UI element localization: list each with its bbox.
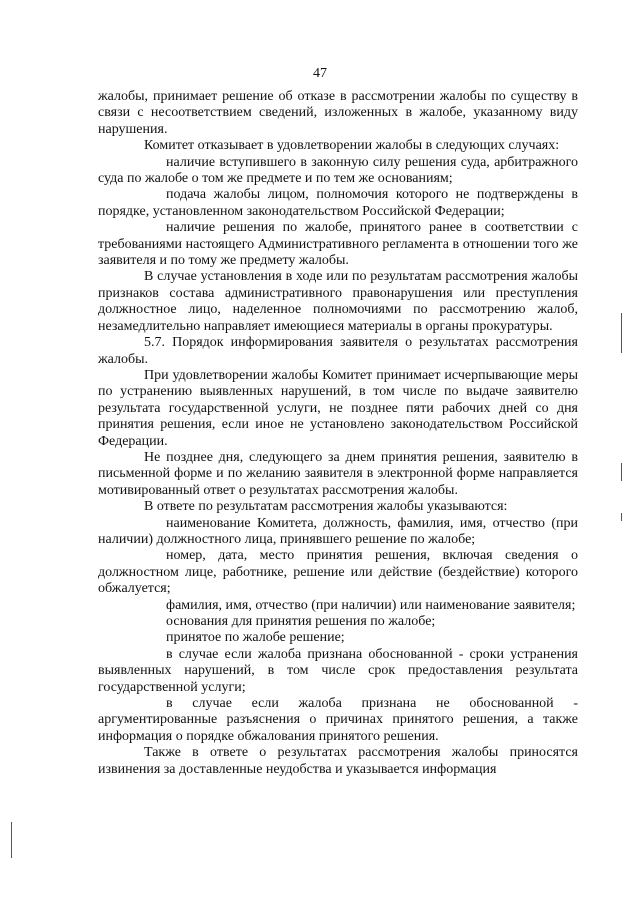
list-item: номер, дата, место принятия решения, включая сведения о должностном лице, работнике, решение или действие (бездействие) которого обжалуется; xyxy=(98,548,578,597)
scan-mark xyxy=(11,822,12,858)
paragraph: Также в ответе о результатах рассмотрения жалобы приносятся извинения за доставленные неудобства и указывается информация xyxy=(98,745,578,777)
paragraph: В ответе по результатам рассмотрения жалобы указываются: xyxy=(144,499,508,515)
list-item: в случае если жалоба признана не обоснованной - аргументированные разъяснения о причинах принятого решения, а также информация о порядке обжалования принятого решения. xyxy=(98,696,578,744)
list-item: фамилия, имя, отчество (при наличии) или наименование заявителя; xyxy=(166,597,576,613)
paragraph: наличие вступившего в законную силу решения суда, арбитражного суда по жалобе о том же предмете и по тем же основаниям; xyxy=(98,154,578,187)
paragraph: жалобы, принимает решение об отказе в рассмотрении жалобы по существу в связи с несоответствием сведений, изложенных в жалобе, указанному виду нарушения. xyxy=(98,89,578,137)
list-item: основания для принятия решения по жалобе; xyxy=(166,614,436,629)
paragraph: Комитет отказывает в удовлетворении жалобы в следующих случаях: xyxy=(144,138,560,154)
body-text xyxy=(98,89,578,778)
paragraph: подача жалобы лицом, полномочия которого не подтверждены в порядке, установленном законодательством Российской Федерации; xyxy=(98,187,578,219)
paragraph: При удовлетворении жалобы Комитет принимает исчерпывающие меры по устранению выявленных нарушений, в том числе по выдаче заявителю результата государственной услуги, не позднее пяти рабочих дней со дня принятия решения, если иное не установлено законодательством Российской Федерации. xyxy=(98,367,578,449)
page-number: 47 xyxy=(313,66,327,81)
section-heading: 5.7. Порядок информирования заявителя о результатах рассмотрения жалобы. xyxy=(98,335,578,367)
paragraph: В случае установления в ходе или по результатам рассмотрения жалобы признаков состава административного правонарушения или преступления должностное лицо, наделенное полномочиями по рассмотрению жалоб, незамедлительно направляет имеющиеся материалы в органы прокуратуры. xyxy=(98,269,578,334)
list-item: принятое по жалобе решение; xyxy=(166,630,345,646)
list-item: в случае если жалоба признана обоснованной - сроки устранения выявленных нарушений, в том числе срок предоставления результата государственной услуги; xyxy=(98,646,578,695)
scan-mark xyxy=(621,313,622,353)
paragraph: наличие решения по жалобе, принятого ранее в соответствии с требованиями настоящего Административного регламента в отношении того же заявителя и по тому же предмету жалобы. xyxy=(98,220,578,269)
scan-mark xyxy=(621,463,622,481)
list-item: наименование Комитета, должность, фамилия, имя, отчество (при наличии) должностного лица, принявшего решение по жалобе; xyxy=(98,515,578,547)
paragraph: Не позднее дня, следующего за днем принятия решения, заявителю в письменной форме и по желанию заявителя в электронной форме направляется мотивированный ответ о результатах рассмотрения жалобы. xyxy=(98,449,578,498)
scan-mark xyxy=(621,513,622,521)
